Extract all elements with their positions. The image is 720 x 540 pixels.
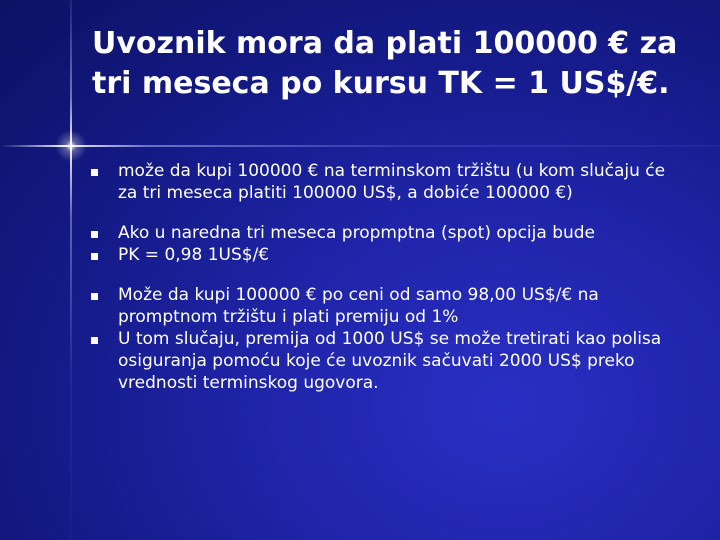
bullet-text: U tom slučaju, premija od 1000 US$ se može tretirati kao polisa osiguranja pomoću koje će uvoznik sačuvati 2000 US$ preko vrednosti terminskog ugovora.	[118, 329, 662, 393]
bullet-item	[88, 284, 688, 328]
sparkle-star-icon	[55, 130, 87, 162]
decorative-horizontal-line	[0, 145, 720, 147]
bullet-item	[88, 160, 688, 204]
decorative-vertical-line	[70, 0, 72, 540]
bullet-text: PK = 0,98 1US$/€	[118, 245, 270, 265]
square-bullet-icon	[91, 231, 98, 238]
square-bullet-icon	[91, 293, 98, 300]
bullet-text: Može da kupi 100000 € po ceni od samo 98,00 US$/€ na promptnom tržištu i plati premiju od 1%	[118, 285, 599, 327]
bullet-list	[88, 160, 688, 394]
bullet-item	[88, 244, 688, 266]
bullet-item	[88, 328, 688, 394]
square-bullet-icon	[91, 253, 98, 260]
bullet-text: može da kupi 100000 € na terminskom tržištu (u kom slučaju će za tri meseca platiti 100000 US$, a dobiće 100000 €)	[118, 161, 666, 203]
bullet-item	[88, 222, 688, 244]
square-bullet-icon	[91, 337, 98, 344]
slide-title: Uvoznik mora da plati 100000 € za tri meseca po kursu TK = 1 US$/€.	[92, 26, 678, 101]
bullet-text: Ako u naredna tri meseca propmptna (spot) opcija bude	[118, 223, 596, 243]
square-bullet-icon	[91, 169, 98, 176]
